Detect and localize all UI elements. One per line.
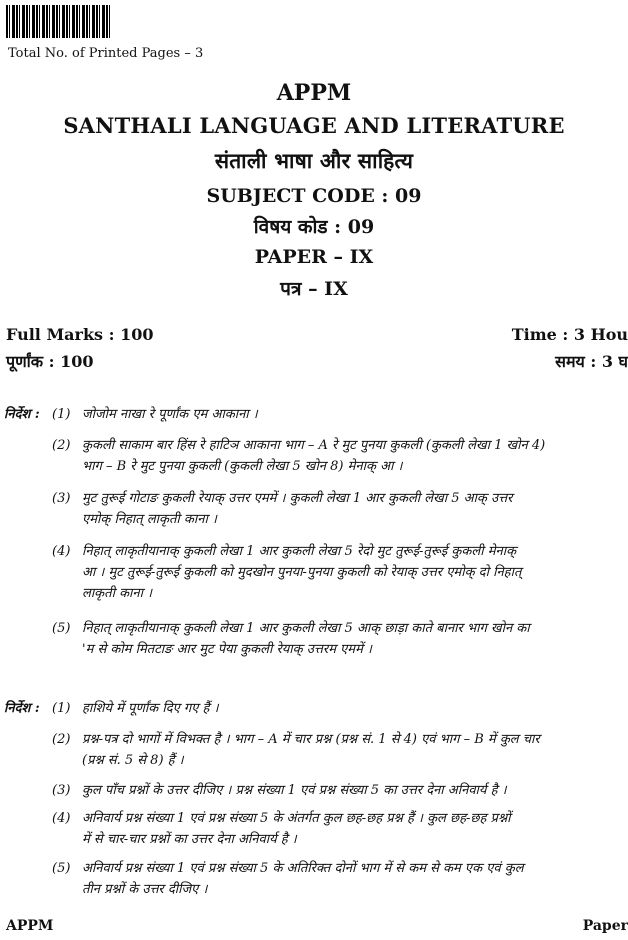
subject-title-hi: संताली भाषा और साहित्य	[214, 148, 414, 173]
barcode	[6, 5, 112, 38]
exam-code: APPM	[276, 80, 352, 106]
footer-paper: Paper	[582, 918, 628, 934]
instructions-label: निर्देश :	[4, 407, 40, 422]
footer-code: APPM	[6, 918, 54, 934]
instructions-label: निर्देश :	[4, 701, 40, 716]
paper-hi: पत्र – IX	[280, 278, 348, 300]
full-marks-hi: पूर्णांक : 100	[6, 352, 94, 371]
hindi-instructions: निर्देश : (1) हाशिये में पूर्णांक दिए गए हैं । (2) प्रश्न-पत्र दो भागों में विभक्त है । भाग – A में चार प्रश्न (प्रश्न सं. 1 से 4) एवं भाग – B में कुल चार (प्रश्न सं. 5 से 8) हैं । (3) कुल पाँच प्रश्नों के उत्तर दीजिए । प्रश्न संख्या 1 एवं प्रश्न संख्या 5 का उत्तर देना अनिवार्य है । (4) अनिवार्य प्रश्न संख्या 1 एवं प्रश्न संख्या 5 के अंतर्गत कुल छह-छह प्रश्न हैं । कुल छह-छह प्रश्नों में से चार-चार प्रश्नों का उत्तर देना अनिवार्य है । (5) अनिवार्य प्रश्न संख्या 1 एवं प्रश्न संख्या 5 के अतिरिक्त दोनों भाग में से कम से कम एक एवं कुल तीन प्रश्नों के उत्तर दीजिए ।	[4, 698, 624, 903]
time-en: Time : 3 Hou	[511, 325, 628, 344]
printed-pages: Total No. of Printed Pages – 3	[8, 46, 204, 61]
full-marks-en: Full Marks : 100	[6, 325, 154, 344]
subject-code-en: SUBJECT CODE : 09	[206, 185, 422, 207]
subject-code-hi: विषय कोड : 09	[253, 216, 375, 238]
santhali-instructions: निर्देश : (1) जोजोम नाखा रे पूर्णांक एम आकाना । (2) कुकली साकाम बार हिंस रे हाटिञ आकाना भाग – A रे मुट पुनया कुकली (कुकली लेखा 1 खोन 4) भाग – B रे मुट पुनया कुकली (कुकली लेखा 5 खोन 8) मेनाक् आ । (3) मुट तुरूई गोटाङ कुकली रेयाक् उत्तर एममें । कुकली लेखा 1 आर कुकली लेखा 5 आक् उत्तर एमोक् निहात् लाकृती काना । (4) निहात् लाकृतीयानाक् कुकली लेखा 1 आर कुकली लेखा 5 रेदो मुट तुरूई-तुरूई कुकली मेनाक् आ । मुट तुरूई-तुरूई कुकली को मुदखोन पुनया-पुनया कुकली को रेयाक् उत्तर एमोक् दो निहात् लाकृती काना । (5) निहात् लाकृतीयानाक् कुकली लेखा 1 आर कुकली लेखा 5 आक् छाड़ा काते बानार भाग खोन का 'म से कोम मितटाङ आर मुट पेया कुकली रेयाक् उत्तरम एममें ।	[4, 404, 624, 674]
subject-title-en: SANTHALI LANGUAGE AND LITERATURE	[63, 113, 565, 138]
time-hi: समय : 3 घ	[555, 352, 628, 371]
paper-en: PAPER – IX	[254, 246, 374, 268]
